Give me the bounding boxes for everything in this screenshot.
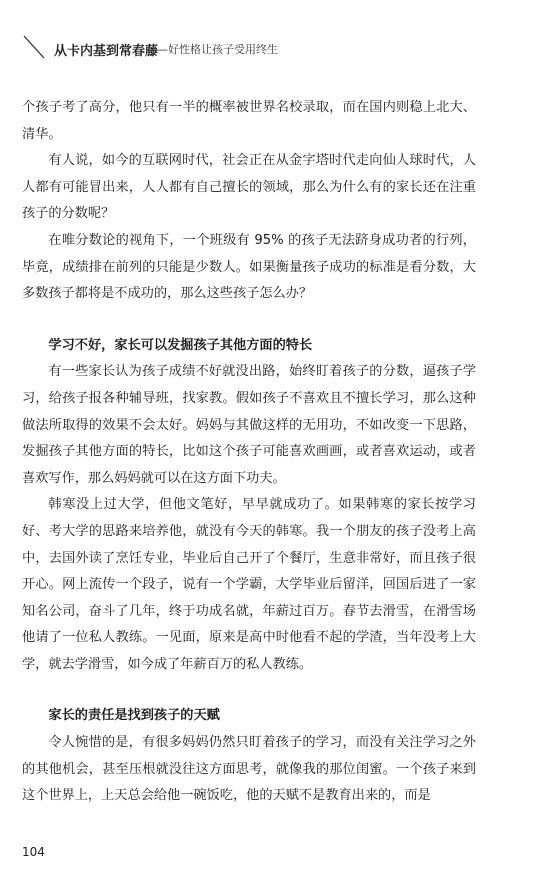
paragraph: 韩寒没上过大学，但他文笔好，早早就成功了。如果韩寒的家长按学习好、考大学的思路来培养他，就没有今天的韩寒。我一个朋友的孩子没考上高中，去国外读了烹饪专业，毕业后自己开了个餐厅，生意非常好，而且孩子很开心。网上流传一个段子，说有一个学霸，大学毕业后留洋，回国后进了一家知名公司，奋斗了几年，终于功成名就，年薪过百万。春节去滑雪，在滑雪场他请了一位私人教练。一见面，原来是高中时他看不起的学渣，当年没考上大学，就去学滑雪，如今成了年薪百万的私人教练。 — [22, 497, 476, 672]
paragraph: 令人惋惜的是，有很多妈妈仍然只盯着孩子的学习，而没有关注学习之外的其他机会，甚至压根就没往这方面思考，就像我的那位闺蜜。一个孩子来到这个世界上，上天总会给他一碗饭吃，他的天赋不是教育出来的，而是 — [22, 735, 476, 804]
paragraph: 个孩子考了高分，他只有一半的概率被世界名校录取，而在国内则稳上北大、清华。 — [22, 100, 476, 142]
paragraph: 有一些家长认为孩子成绩不好就没出路，始终盯着孩子的分数，逼孩子学习，给孩子报各种辅导班，找家教。假如孩子不喜欢且不擅长学习，那么这种做法所取得的效果不会太好。妈妈与其做这样的无用功，不如改变一下思路，发掘孩子其他方面的特长，比如这个孩子可能喜欢画画，或者喜欢运动，或者喜欢写作，那么妈妈就可以在这方面下功夫。 — [22, 364, 476, 486]
section-heading: 家长的责任是找到孩子的天赋 — [48, 708, 220, 724]
paragraph: 有人说，如今的互联网时代，社会正在从金字塔时代走向仙人球时代，人人都有可能冒出来，人人都有自己擅长的领域，那么为什么有的家长还在注重孩子的分数呢？ — [22, 153, 476, 222]
page-body — [22, 95, 476, 810]
book-title: 从卡内基到常春藤 — [54, 44, 159, 59]
paragraph: 在唯分数论的视角下，一个班级有 95% 的孩子无法跻身成功者的行列，毕竟，成绩排在前列的只能是少数人。如果衡量孩子成功的标准是看分数，大多数孩子都将是不成功的，那么这些孩子怎么办？ — [22, 232, 476, 302]
section-heading: 学习不好，家长可以发掘孩子其他方面的特长 — [48, 337, 313, 353]
running-header — [22, 32, 522, 62]
book-subtitle: ——好性格让孩子受用终生 — [146, 43, 278, 56]
header-slash-icon — [22, 34, 48, 60]
page-number: 104 — [22, 845, 45, 859]
